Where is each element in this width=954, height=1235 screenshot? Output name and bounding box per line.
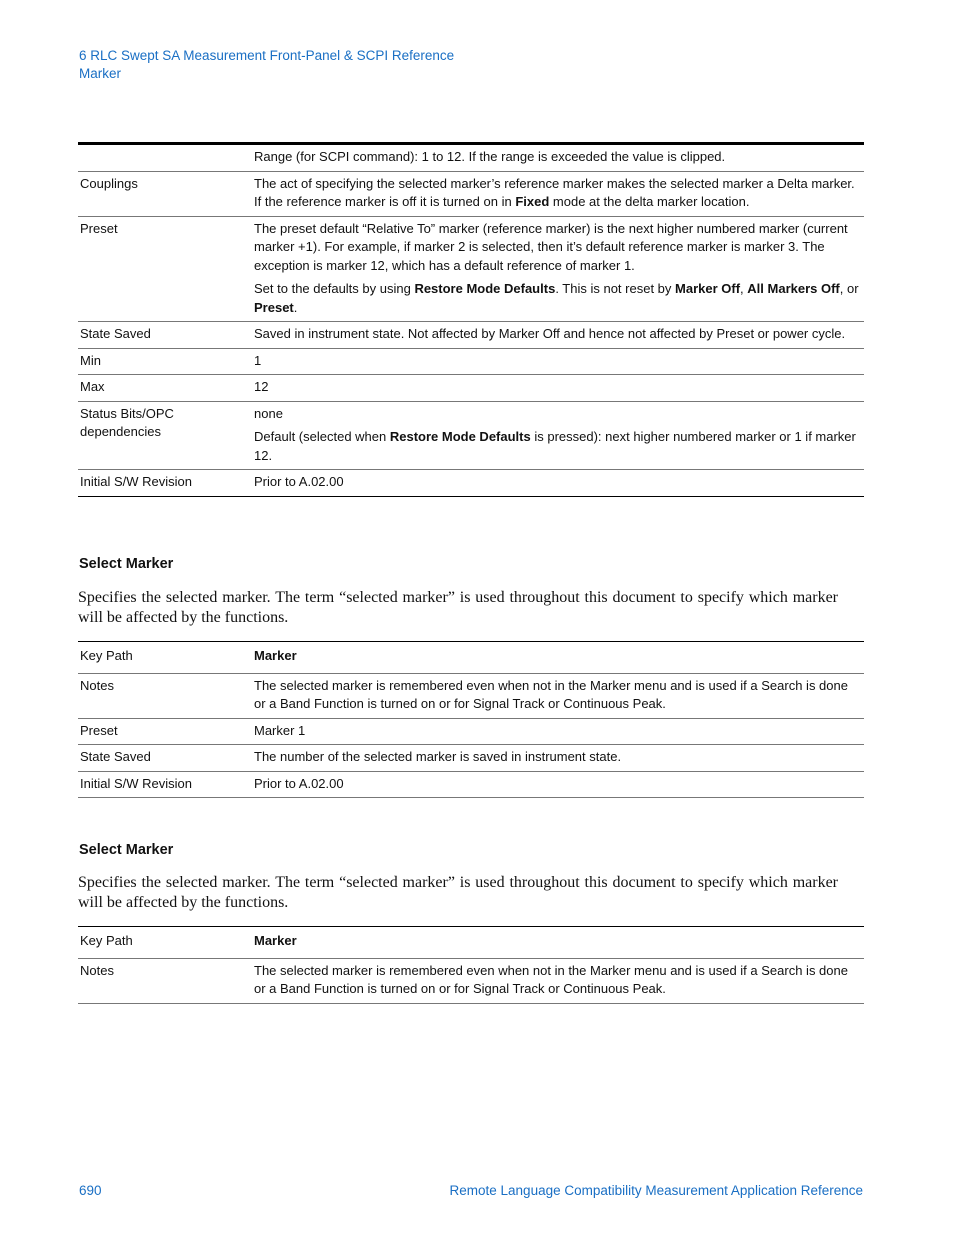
- couplings-value: The act of specifying the selected marker’s reference marker makes the selected marker a Delta marker. If the reference marker is off it is turned on in Fixed mode at the delta marker location.: [254, 175, 855, 209]
- table-row: [78, 401, 864, 470]
- select-marker-table: [78, 641, 864, 798]
- section-description: Specifies the selected marker. The term “selected marker” is used throughout this document to specify which marker will be affected by the functions.: [78, 589, 838, 626]
- table-row: [78, 144, 864, 172]
- state-saved-value: Saved in instrument state. Not affected by Marker Off and hence not affected by Preset or power cycle.: [254, 326, 846, 341]
- table-row: [78, 642, 864, 674]
- table-row: [78, 348, 864, 375]
- table-row: [78, 673, 864, 718]
- running-header: [79, 47, 454, 83]
- min-value: 1: [254, 352, 262, 368]
- table-row: [78, 745, 864, 772]
- page-number: 690: [79, 1183, 102, 1198]
- state-saved-label: State Saved: [80, 749, 151, 764]
- preset-label: Preset: [80, 220, 118, 236]
- notes-value: The selected marker is remembered even when not in the Marker menu and is used if a Search is done or a Band Function is turned on or for Signal Track or Continuous Peak.: [254, 962, 848, 996]
- table-row: [78, 216, 864, 322]
- key-path-label: Key Path: [80, 933, 133, 948]
- table-row: [78, 927, 864, 959]
- max-value: 12: [254, 379, 269, 394]
- table-row: [78, 322, 864, 349]
- document-title: Remote Language Compatibility Measurement Application Reference: [449, 1183, 863, 1198]
- table-row: [78, 171, 864, 216]
- table-row: [78, 958, 864, 1003]
- section-name: Marker: [79, 66, 122, 81]
- notes-label: Notes: [80, 962, 114, 978]
- preset-value: Marker 1: [254, 722, 306, 738]
- table-row: [78, 771, 864, 798]
- max-label: Max: [80, 379, 105, 394]
- notes-label: Notes: [80, 677, 114, 693]
- table-row: [78, 718, 864, 745]
- preset-value: The preset default “Relative To” marker (reference marker) is the next higher numbered marker (current marker +1). For example, if marker 2 is selected, then it’s default reference marker is marker 3. The exception is marker 12, which has a default reference of marker 1. Set to the defaults by using Restore Mode Defaults. This is not reset by Marker Off, All Markers Off, or Preset.: [254, 220, 859, 315]
- min-label: Min: [80, 352, 101, 368]
- preset-label: Preset: [80, 722, 118, 738]
- key-path-value: Marker: [254, 648, 297, 663]
- state-saved-label: State Saved: [80, 326, 151, 341]
- range-value: Range (for SCPI command): 1 to 12. If the range is exceeded the value is clipped.: [254, 149, 726, 164]
- state-saved-value: The number of the selected marker is saved in instrument state.: [254, 749, 622, 764]
- notes-value: The selected marker is remembered even when not in the Marker menu and is used if a Search is done or a Band Function is turned on or for Signal Track or Continuous Peak.: [254, 677, 848, 711]
- section-title: Select Marker: [79, 556, 174, 572]
- revision-label: Initial S/W Revision: [80, 775, 192, 791]
- key-path-label: Key Path: [80, 648, 133, 663]
- marker-reference-table: [78, 142, 864, 497]
- status-bits-label: Status Bits/OPC dependencies: [80, 405, 174, 439]
- revision-value: Prior to A.02.00: [254, 775, 344, 791]
- chapter-title: 6 RLC Swept SA Measurement Front-Panel & SCPI Reference: [79, 48, 455, 63]
- status-bits-value: none Default (selected when Restore Mode Defaults is pressed): next higher numbered marker or 1 if marker 12.: [254, 405, 856, 463]
- table-row: [78, 470, 864, 497]
- section-title: Select Marker: [79, 842, 174, 858]
- section-description: Specifies the selected marker. The term “selected marker” is used throughout this document to specify which marker will be affected by the functions.: [78, 874, 838, 911]
- table-row: [78, 375, 864, 402]
- key-path-value: Marker: [254, 933, 297, 948]
- couplings-label: Couplings: [80, 175, 138, 191]
- revision-label: Initial S/W Revision: [80, 474, 192, 489]
- revision-value: Prior to A.02.00: [254, 474, 344, 489]
- select-marker-table-2: [78, 926, 864, 1004]
